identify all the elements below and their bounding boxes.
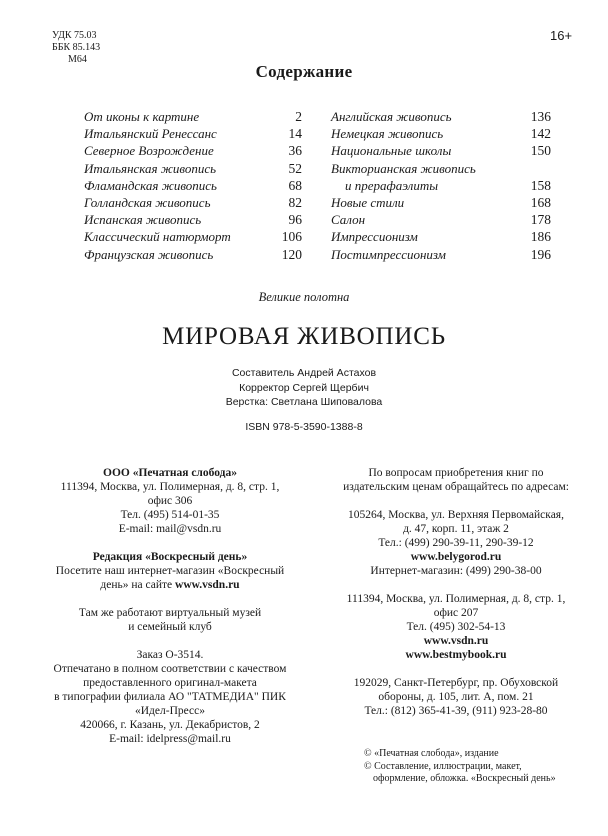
publisher-office: офис 306 [147,495,193,507]
toc-entry: Постимпрессионизм 196 [331,246,551,262]
purchase-phone: Тел.: (499) 290-39-11, 290-39-12 [378,537,534,549]
toc-entry: Фламандская живопись 68 [84,177,302,193]
publisher-phone: Тел. (495) 514-01-35 [120,509,220,521]
purchase-intro: издательским ценам обращайтесь по адресам: [343,481,569,493]
editorial-text: Посетите наш интернет-магазин «Воскресный [55,565,285,577]
museum-text: и семейный клуб [128,621,212,633]
purchase-address: 111394, Москва, ул. Полимерная, д. 8, стр. 1, [346,593,566,605]
toc-entry: Итальянский Ренессанс 14 [84,126,302,142]
toc-entry-continuation: и прерафаэлиты 158 [345,177,551,193]
toc-entry: Импрессионизм 186 [331,229,551,245]
publisher-column [30,466,310,746]
editorial-site-link[interactable]: www.vsdn.ru [175,579,240,591]
print-email[interactable]: E-mail: idelpress@mail.ru [109,733,231,745]
toc-entry: Классический натюрморт 106 [84,229,302,245]
toc-entry: Северное Возрождение 36 [84,143,302,159]
toc-entry: Французская живопись 120 [84,246,302,262]
print-note: «Идел-Пресс» [135,705,205,717]
purchase-phone: Тел.: (812) 365-41-39, (911) 923-28-80 [364,705,548,717]
bbk-code: ББК 85.143 [52,42,101,53]
compiler: Составитель Андрей Астахов [231,367,377,379]
copyright-line: © «Печатная слобода», издание [364,748,499,759]
editorial-name: Редакция «Воскресный день» [92,551,248,563]
udk-code: УДК 75.03 [52,30,97,41]
purchase-address: д. 47, корп. 11, этаж 2 [403,523,509,535]
toc-entry: Викторианская живопись [331,160,476,176]
toc-right-column [331,108,551,263]
age-rating: 16+ [550,28,573,43]
toc-entry: Английская живопись 136 [331,109,551,124]
toc-entry: От иконы к картине 2 [84,109,302,124]
bestmybook-site-link[interactable]: www.bestmybook.ru [405,649,507,661]
toc-entry: Испанская живопись 96 [84,212,302,228]
copyright-line: © Составление, иллюстрации, макет, [364,760,522,772]
toc-entry: Салон 178 [331,212,551,228]
toc-entry: Национальные школы 150 [331,143,551,159]
toc-entry: Немецкая живопись 142 [331,126,551,142]
print-note: Отпечатано в полном соответствии с качеством [53,663,287,675]
purchase-phone: Тел. (495) 302-54-13 [406,621,506,633]
copyright-block [364,748,594,786]
purchase-intro: По вопросам приобретения книг по [368,467,544,479]
print-order: Заказ О-3514. [136,649,204,661]
belygorod-site-link[interactable]: www.belygorod.ru [410,551,502,563]
purchase-shop-phone: Интернет-магазин: (499) 290-38-00 [370,565,542,577]
toc-entry: Итальянская живопись 52 [84,160,302,176]
publisher-name: ООО «Печатная слобода» [103,467,237,479]
print-note: предоставленного оригинал-макета [83,677,257,689]
publisher-email[interactable]: E-mail: mail@vsdn.ru [118,523,222,535]
vsdn-site-link[interactable]: www.vsdn.ru [423,635,489,647]
purchase-address: офис 207 [433,607,479,619]
print-address: 420066, г. Казань, ул. Декабристов, 2 [80,719,260,731]
toc-left-column [84,108,302,263]
purchase-address: обороны, д. 105, лит. А, пом. 21 [378,691,534,703]
isbn: ISBN 978-5-3590-1388-8 [245,421,363,433]
proofreader: Корректор Сергей Щербич [239,381,369,394]
series-name: Великие полотна [258,290,350,304]
toc-title: Содержание [255,62,353,81]
publisher-address: 111394, Москва, ул. Полимерная, д. 8, стр. 1, [60,481,280,493]
editorial-text: день» на сайте www.vsdn.ru [100,579,240,591]
museum-text: Там же работают виртуальный музей [78,607,262,619]
purchase-column [320,466,592,718]
purchase-address: 192029, Санкт-Петербург, пр. Обуховской [353,677,559,689]
purchase-address: 105264, Москва, ул. Верхняя Первомайская, [348,509,564,521]
toc-entry: Новые стили 168 [331,195,551,211]
layout-designer: Верстка: Светлана Шиповалова [225,396,383,408]
copyright-line: оформление, обложка. «Воскресный день» [373,773,556,784]
book-title: МИРОВАЯ ЖИВОПИСЬ [162,323,446,350]
print-note: в типографии филиала АО "ТАТМЕДИА" ПИК [54,691,286,703]
author-code: М64 [68,54,87,65]
credits-block [0,366,608,410]
toc-entry: Голландская живопись 82 [84,195,302,211]
classification-block [52,30,100,66]
